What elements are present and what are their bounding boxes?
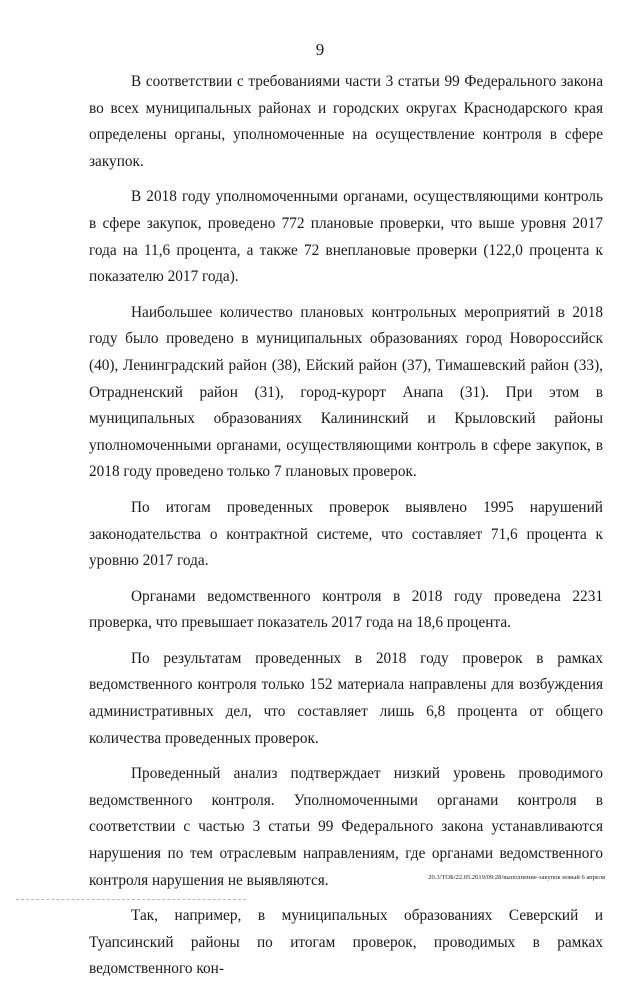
scan-edge-divider — [16, 899, 246, 900]
paragraph: Проведенный анализ подтверждает низкий уровень проводимого ведомственного контроля. Уполномоченными органами контроля в соответствии с частью 3 статьи 99 Федерального закона устанавливаются нарушения по тем отраслевым направлениям, где органами ведомственного контроля нарушения не выявляются. — [89, 765, 603, 889]
paragraph: Так, например, в муниципальных образованиях Северский и Туапсинский районы по итогам проверок, проводимых в рамках ведомственного кон- — [89, 907, 603, 978]
file-path-footer: 20.3/ТОБ/22.05.2019/09:28/выполнение-закупок новый 6 апреля — [428, 874, 605, 881]
paragraph: В 2018 году уполномоченными органами, осуществляющими контроль в сфере закупок, проведено 772 плановые проверки, что выше уровня 2017 года на 11,6 процента, а также 72 внеплановые проверки (122,0 процента к показателю 2017 года). — [89, 188, 603, 286]
paragraph: По результатам проведенных в 2018 году проверок в рамках ведомственного контроля только 152 материала направлены для возбуждения административных дел, что составляет лишь 6,8 процента от общего количества проведенных проверок. — [89, 649, 603, 747]
paragraph: По итогам проведенных проверок выявлено 1995 нарушений законодательства о контрактной системе, что составляет 71,6 процента к уровню 2017 года. — [89, 498, 603, 570]
paragraph: В соответствии с требованиями части 3 статьи 99 Федерального закона во всех муниципальных районах и городских округах Краснодарского края определены органы, уполномоченные на осуществление контроля в сфере закупок. — [89, 73, 603, 170]
page-number: 9 — [315, 40, 325, 59]
paragraph: Органами ведомственного контроля в 2018 году проведена 2231 проверка, что превышает показатель 2017 года на 18,6 процента. — [89, 587, 603, 632]
paragraph: Наибольшее количество плановых контрольных мероприятий в 2018 году было проведено в муниципальных образованиях город Новороссийск (40), Ленинградский район (38), Ейский район (37), Тимашевский район (33), Отрадненский район (31), город-курорт Анапа (31). При этом в муниципальных образованиях Калининский и Крыловский районы уполномоченными органами, осуществляющими контроль в сфере закупок, в 2018 году проведено только 7 плановых проверок. — [89, 303, 603, 481]
document-body — [89, 69, 603, 992]
